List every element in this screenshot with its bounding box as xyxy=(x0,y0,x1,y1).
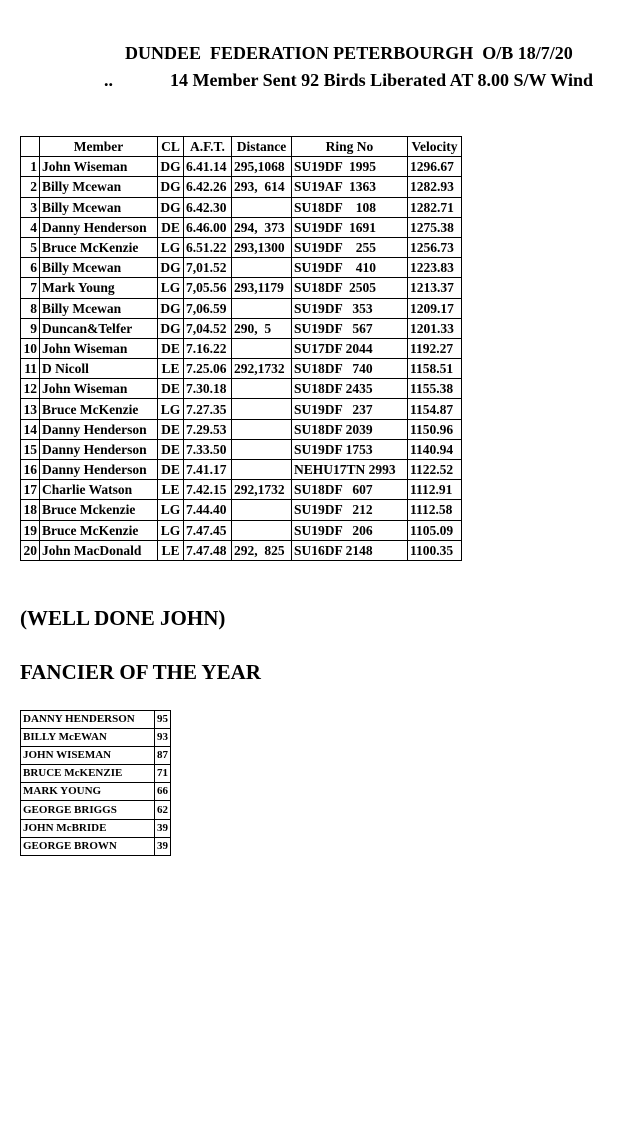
row-position: 15 xyxy=(21,439,40,459)
row-class: DE xyxy=(158,379,184,399)
row-velocity: 1112.58 xyxy=(408,500,462,520)
fancier-points: 66 xyxy=(155,783,171,801)
row-member: Mark Young xyxy=(40,278,158,298)
row-position: 14 xyxy=(21,419,40,439)
row-class: LG xyxy=(158,520,184,540)
row-position: 1 xyxy=(21,157,40,177)
row-ring-no: SU18DF 607 xyxy=(292,480,408,500)
row-ring-no: SU19AF 1363 xyxy=(292,177,408,197)
row-aft: 6.41.14 xyxy=(184,157,232,177)
fancier-name: JOHN McBRIDE xyxy=(21,819,155,837)
list-item xyxy=(21,711,171,729)
row-position: 3 xyxy=(21,197,40,217)
row-ring-no: SU18DF 2039 xyxy=(292,419,408,439)
row-velocity: 1282.71 xyxy=(408,197,462,217)
row-ring-no: SU19DF 206 xyxy=(292,520,408,540)
row-distance xyxy=(232,520,292,540)
row-class: DG xyxy=(158,258,184,278)
row-position: 7 xyxy=(21,278,40,298)
row-position: 10 xyxy=(21,338,40,358)
fancier-of-year-body xyxy=(21,711,171,856)
row-member: Danny Henderson xyxy=(40,217,158,237)
col-velocity-header: Velocity xyxy=(408,137,462,157)
row-class: LG xyxy=(158,500,184,520)
row-ring-no: SU19DF 410 xyxy=(292,258,408,278)
col-aft-header: A.F.T. xyxy=(184,137,232,157)
row-aft: 7.44.40 xyxy=(184,500,232,520)
row-class: LE xyxy=(158,540,184,560)
row-position: 6 xyxy=(21,258,40,278)
fancier-name: BILLY McEWAN xyxy=(21,729,155,747)
table-row xyxy=(21,520,462,540)
fancier-name: GEORGE BROWN xyxy=(21,837,155,855)
row-member: Danny Henderson xyxy=(40,439,158,459)
row-member: Billy Mcewan xyxy=(40,258,158,278)
row-ring-no: NEHU17TN 2993 xyxy=(292,460,408,480)
table-row xyxy=(21,237,462,257)
row-ring-no: SU19DF 1753 xyxy=(292,439,408,459)
col-pos-header xyxy=(21,137,40,157)
row-member: Danny Henderson xyxy=(40,419,158,439)
list-item xyxy=(21,765,171,783)
row-aft: 6.42.26 xyxy=(184,177,232,197)
row-velocity: 1105.09 xyxy=(408,520,462,540)
row-position: 13 xyxy=(21,399,40,419)
row-distance: 295,1068 xyxy=(232,157,292,177)
row-aft: 7.33.50 xyxy=(184,439,232,459)
col-cl-header: CL xyxy=(158,137,184,157)
fancier-points: 93 xyxy=(155,729,171,747)
row-ring-no: SU17DF 2044 xyxy=(292,338,408,358)
col-member-header: Member xyxy=(40,137,158,157)
row-velocity: 1158.51 xyxy=(408,359,462,379)
row-member: Duncan&Telfer xyxy=(40,318,158,338)
row-aft: 7.47.48 xyxy=(184,540,232,560)
row-position: 4 xyxy=(21,217,40,237)
row-member: John Wiseman xyxy=(40,379,158,399)
row-aft: 7.25.06 xyxy=(184,359,232,379)
race-title: DUNDEE FEDERATION PETERBOURGH O/B 18/7/20 xyxy=(125,43,573,63)
row-class: DG xyxy=(158,298,184,318)
fancier-of-year-table xyxy=(20,710,171,856)
row-member: Bruce McKenzie xyxy=(40,237,158,257)
table-row xyxy=(21,177,462,197)
row-class: DG xyxy=(158,157,184,177)
row-class: DE xyxy=(158,217,184,237)
table-row xyxy=(21,318,462,338)
row-ring-no: SU18DF 2505 xyxy=(292,278,408,298)
row-ring-no: SU16DF 2148 xyxy=(292,540,408,560)
fancier-points: 39 xyxy=(155,819,171,837)
row-velocity: 1282.93 xyxy=(408,177,462,197)
row-velocity: 1192.27 xyxy=(408,338,462,358)
row-distance xyxy=(232,338,292,358)
row-member: Billy Mcewan xyxy=(40,298,158,318)
list-item xyxy=(21,801,171,819)
fancier-name: MARK YOUNG xyxy=(21,783,155,801)
row-aft: 6.46.00 xyxy=(184,217,232,237)
row-class: DG xyxy=(158,318,184,338)
row-ring-no: SU18DF 2435 xyxy=(292,379,408,399)
table-row xyxy=(21,419,462,439)
row-distance xyxy=(232,439,292,459)
row-aft: 7.42.15 xyxy=(184,480,232,500)
row-position: 12 xyxy=(21,379,40,399)
row-distance xyxy=(232,460,292,480)
row-member: John Wiseman xyxy=(40,157,158,177)
row-distance xyxy=(232,399,292,419)
row-ring-no: SU18DF 740 xyxy=(292,359,408,379)
row-distance xyxy=(232,298,292,318)
row-distance: 290, 5 xyxy=(232,318,292,338)
row-distance: 293,1179 xyxy=(232,278,292,298)
results-body xyxy=(21,157,462,561)
row-position: 11 xyxy=(21,359,40,379)
subtitle-prefix: .. xyxy=(104,70,113,90)
row-velocity: 1209.17 xyxy=(408,298,462,318)
row-distance: 292,1732 xyxy=(232,359,292,379)
row-position: 20 xyxy=(21,540,40,560)
table-row xyxy=(21,217,462,237)
row-velocity: 1296.67 xyxy=(408,157,462,177)
row-member: Billy Mcewan xyxy=(40,177,158,197)
row-distance: 292, 825 xyxy=(232,540,292,560)
row-class: DE xyxy=(158,460,184,480)
row-velocity: 1275.38 xyxy=(408,217,462,237)
row-aft: 7,06.59 xyxy=(184,298,232,318)
list-item xyxy=(21,837,171,855)
table-row xyxy=(21,480,462,500)
row-position: 16 xyxy=(21,460,40,480)
results-table xyxy=(20,136,462,561)
row-aft: 6.42.30 xyxy=(184,197,232,217)
row-member: Bruce McKenzie xyxy=(40,520,158,540)
row-distance xyxy=(232,419,292,439)
row-position: 9 xyxy=(21,318,40,338)
col-ring-header: Ring No xyxy=(292,137,408,157)
row-velocity: 1112.91 xyxy=(408,480,462,500)
row-class: LE xyxy=(158,480,184,500)
row-class: DE xyxy=(158,338,184,358)
table-row xyxy=(21,258,462,278)
row-member: Bruce Mckenzie xyxy=(40,500,158,520)
fancier-points: 62 xyxy=(155,801,171,819)
row-member: Bruce McKenzie xyxy=(40,399,158,419)
row-aft: 7.47.45 xyxy=(184,520,232,540)
row-member: D Nicoll xyxy=(40,359,158,379)
results-header-row xyxy=(21,137,462,157)
row-aft: 6.51.22 xyxy=(184,237,232,257)
row-velocity: 1154.87 xyxy=(408,399,462,419)
fancier-name: JOHN WISEMAN xyxy=(21,747,155,765)
row-distance xyxy=(232,258,292,278)
row-aft: 7.16.22 xyxy=(184,338,232,358)
row-distance xyxy=(232,379,292,399)
row-class: LG xyxy=(158,278,184,298)
row-class: DE xyxy=(158,419,184,439)
row-distance: 294, 373 xyxy=(232,217,292,237)
row-class: DG xyxy=(158,177,184,197)
row-class: LG xyxy=(158,399,184,419)
congrats-note: (WELL DONE JOHN) xyxy=(20,606,226,630)
row-velocity: 1223.83 xyxy=(408,258,462,278)
row-velocity: 1150.96 xyxy=(408,419,462,439)
row-velocity: 1100.35 xyxy=(408,540,462,560)
row-ring-no: SU19DF 255 xyxy=(292,237,408,257)
fancier-name: DANNY HENDERSON xyxy=(21,711,155,729)
list-item xyxy=(21,783,171,801)
row-velocity: 1140.94 xyxy=(408,439,462,459)
row-distance: 293, 614 xyxy=(232,177,292,197)
row-class: DE xyxy=(158,439,184,459)
table-row xyxy=(21,278,462,298)
fancier-points: 71 xyxy=(155,765,171,783)
table-row xyxy=(21,439,462,459)
table-row xyxy=(21,500,462,520)
table-row xyxy=(21,359,462,379)
row-velocity: 1201.33 xyxy=(408,318,462,338)
table-row xyxy=(21,460,462,480)
table-row xyxy=(21,540,462,560)
table-row xyxy=(21,379,462,399)
row-ring-no: SU19DF 1691 xyxy=(292,217,408,237)
table-row xyxy=(21,338,462,358)
table-row xyxy=(21,298,462,318)
row-member: John Wiseman xyxy=(40,338,158,358)
row-ring-no: SU19DF 353 xyxy=(292,298,408,318)
fancier-name: GEORGE BRIGGS xyxy=(21,801,155,819)
row-class: LE xyxy=(158,359,184,379)
list-item xyxy=(21,729,171,747)
row-ring-no: SU19DF 237 xyxy=(292,399,408,419)
row-velocity: 1155.38 xyxy=(408,379,462,399)
row-aft: 7.41.17 xyxy=(184,460,232,480)
col-distance-header: Distance xyxy=(232,137,292,157)
row-aft: 7.27.35 xyxy=(184,399,232,419)
fancier-points: 87 xyxy=(155,747,171,765)
fancier-of-year-title: FANCIER OF THE YEAR xyxy=(20,660,261,684)
row-velocity: 1256.73 xyxy=(408,237,462,257)
table-row xyxy=(21,157,462,177)
table-row xyxy=(21,399,462,419)
row-distance xyxy=(232,197,292,217)
row-distance: 293,1300 xyxy=(232,237,292,257)
race-subtitle xyxy=(104,70,593,91)
row-ring-no: SU19DF 567 xyxy=(292,318,408,338)
row-ring-no: SU18DF 108 xyxy=(292,197,408,217)
fancier-points: 95 xyxy=(155,711,171,729)
table-row xyxy=(21,197,462,217)
list-item xyxy=(21,819,171,837)
fancier-points: 39 xyxy=(155,837,171,855)
row-ring-no: SU19DF 212 xyxy=(292,500,408,520)
row-aft: 7,05.56 xyxy=(184,278,232,298)
row-class: DG xyxy=(158,197,184,217)
row-position: 19 xyxy=(21,520,40,540)
fancier-name: BRUCE McKENZIE xyxy=(21,765,155,783)
row-velocity: 1213.37 xyxy=(408,278,462,298)
row-aft: 7,04.52 xyxy=(184,318,232,338)
row-member: Danny Henderson xyxy=(40,460,158,480)
row-member: John MacDonald xyxy=(40,540,158,560)
row-member: Billy Mcewan xyxy=(40,197,158,217)
list-item xyxy=(21,747,171,765)
row-velocity: 1122.52 xyxy=(408,460,462,480)
row-position: 2 xyxy=(21,177,40,197)
row-position: 17 xyxy=(21,480,40,500)
race-details: 14 Member Sent 92 Birds Liberated AT 8.00 S/W Wind xyxy=(170,70,594,90)
row-ring-no: SU19DF 1995 xyxy=(292,157,408,177)
row-aft: 7.29.53 xyxy=(184,419,232,439)
row-position: 8 xyxy=(21,298,40,318)
row-distance: 292,1732 xyxy=(232,480,292,500)
row-aft: 7,01.52 xyxy=(184,258,232,278)
row-distance xyxy=(232,500,292,520)
row-aft: 7.30.18 xyxy=(184,379,232,399)
row-class: LG xyxy=(158,237,184,257)
row-member: Charlie Watson xyxy=(40,480,158,500)
row-position: 5 xyxy=(21,237,40,257)
row-position: 18 xyxy=(21,500,40,520)
